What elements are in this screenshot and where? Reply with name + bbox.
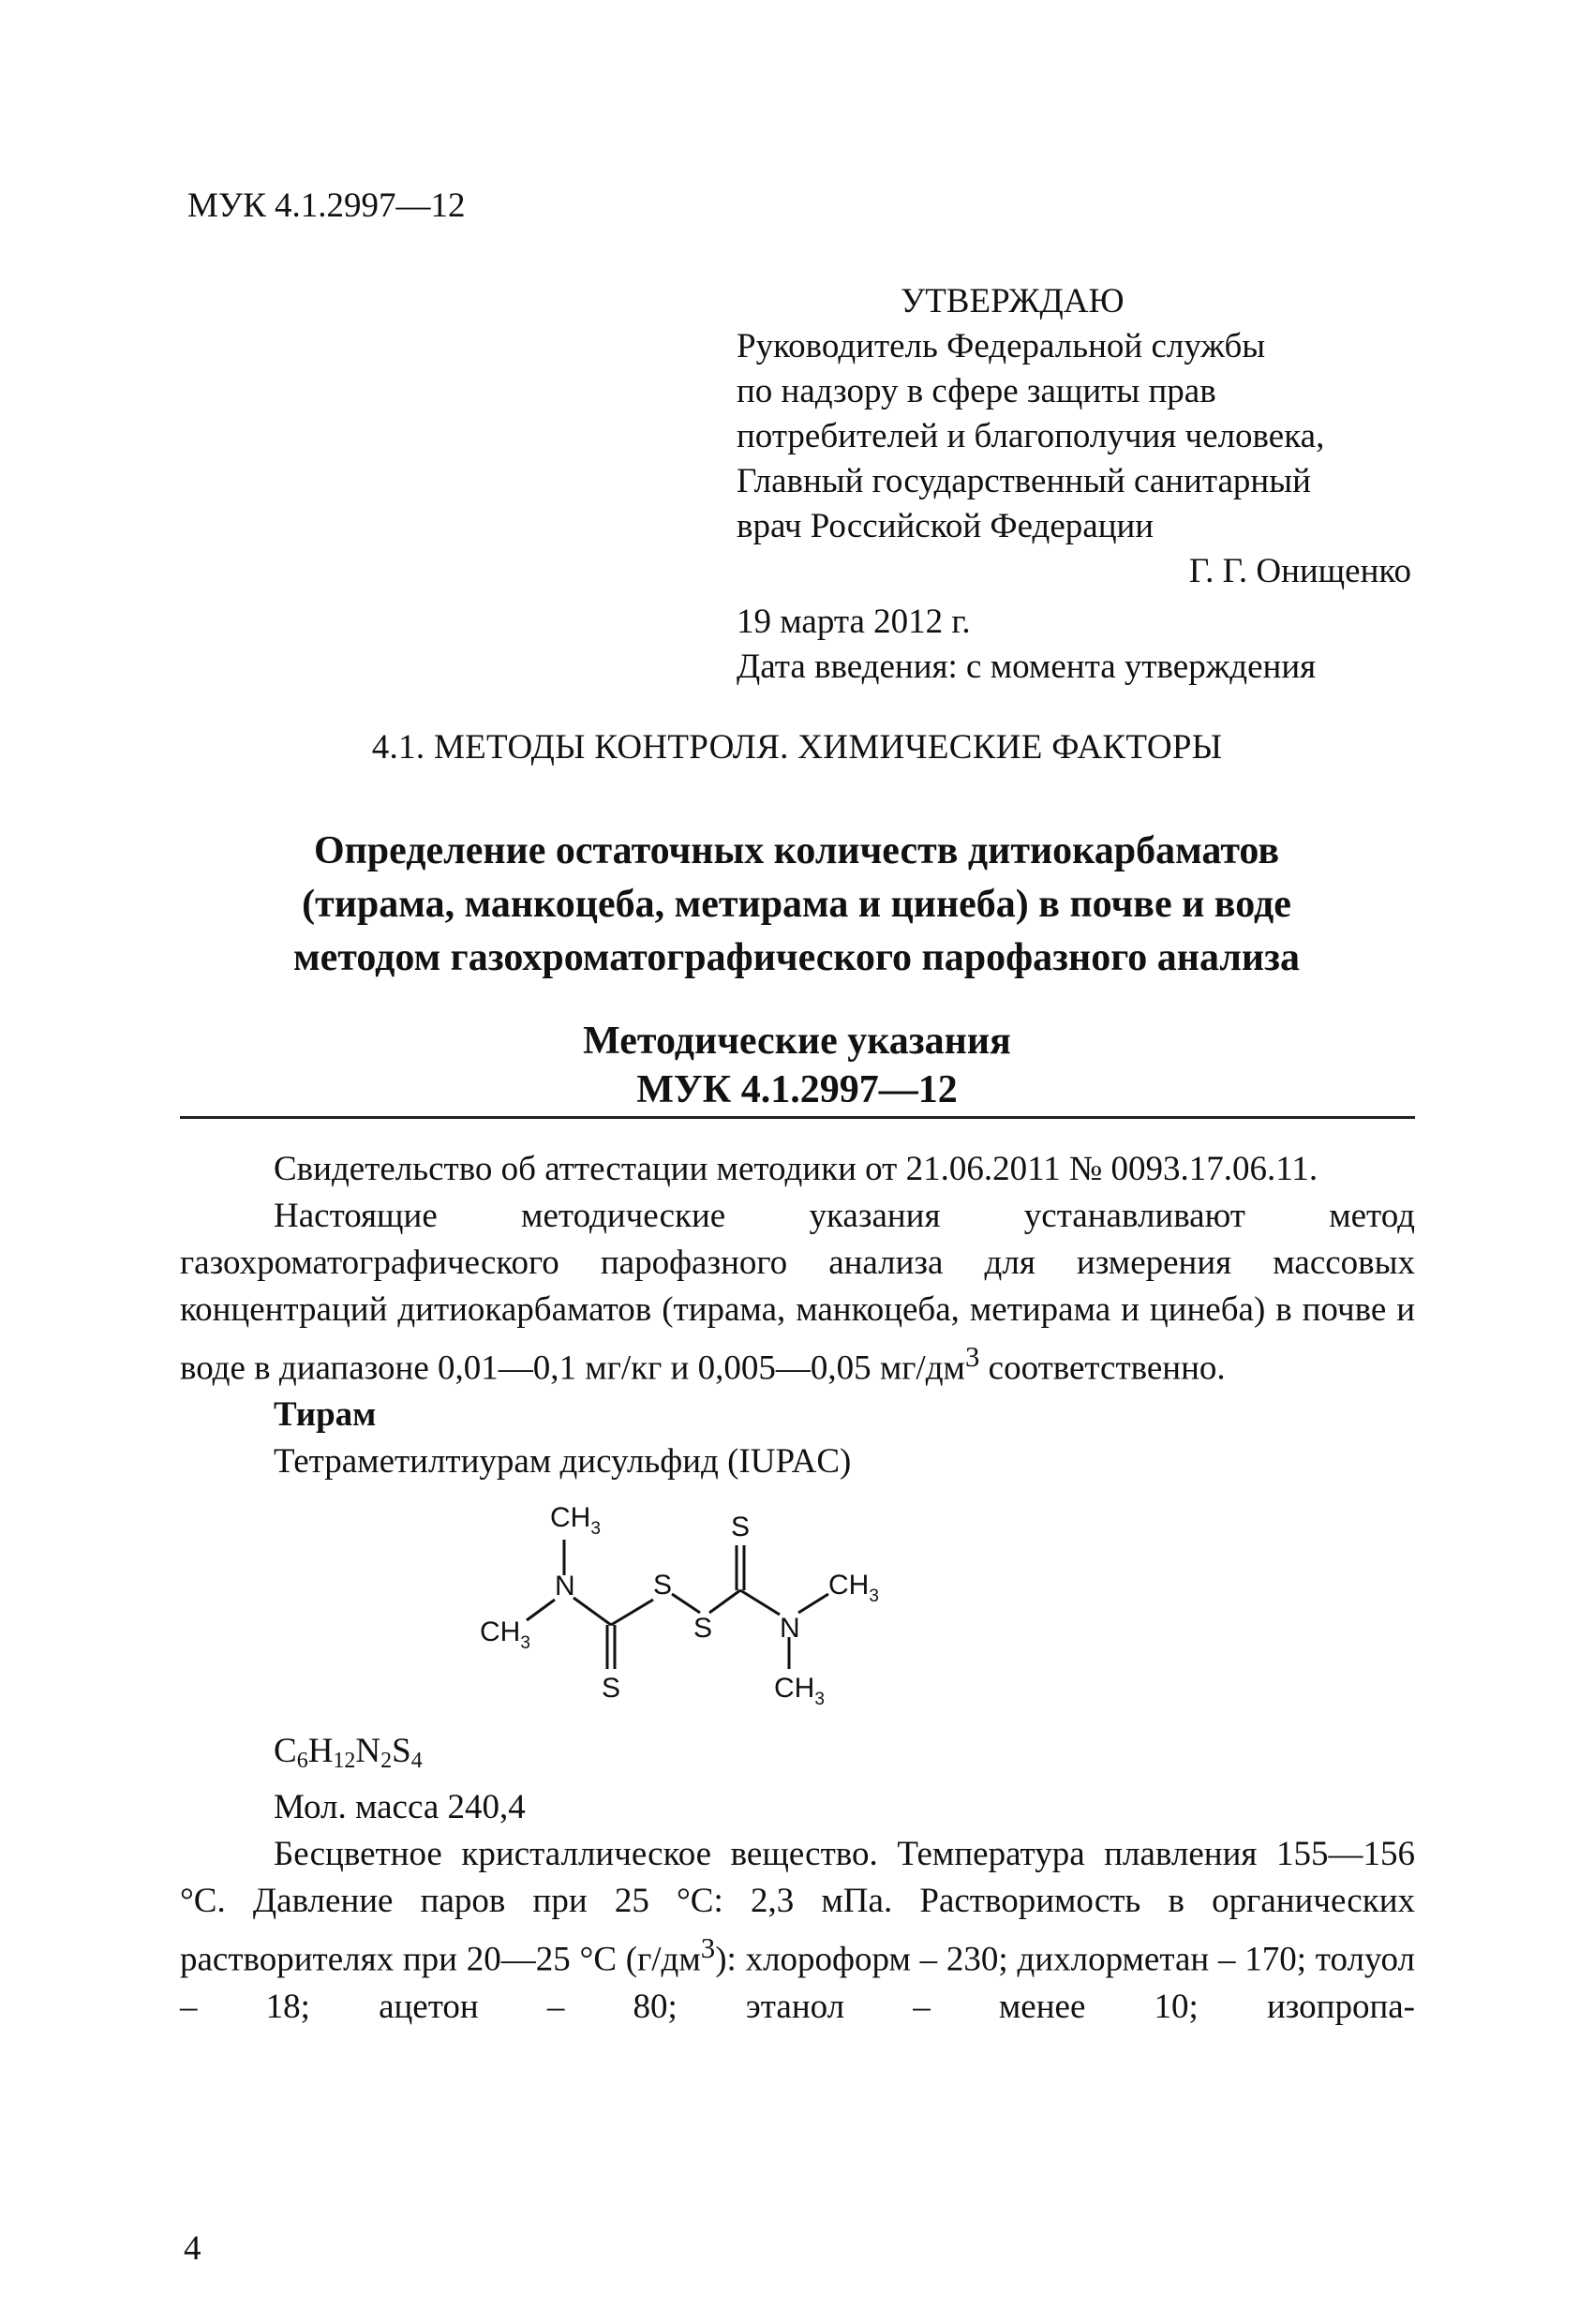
title-divider	[180, 1116, 1415, 1119]
intro-text: Настоящие методические указания устанавливают метод газохроматографического парофазного анализа для измерения массовых концентраций дитиокарбаматов (тирама, манкоцеба, метирама и цинеба) в почве и воде в диапазоне 0,01—0,1 мг/кг и 0,005—0,05 мг/дм	[180, 1197, 1415, 1388]
document-code-header: МУК 4.1.2997—12	[187, 186, 466, 225]
iupac-name: Тетраметилтиурам дисульфид (IUPAC)	[274, 1442, 852, 1482]
bond-n-c-left	[574, 1598, 611, 1625]
label-s-bridge-1: S	[653, 1570, 673, 1601]
intro-superscript: 3	[964, 1341, 980, 1373]
properties-text: Бесцветное кристаллическое вещество. Температура плавления 155—156 °C. Давление паров при 25 °C: 2,3 мПа. Растворимость в органических растворителях при 20—25 °C (г/дм	[180, 1835, 1415, 1979]
approval-block	[737, 279, 1411, 690]
intro-paragraph	[180, 1193, 1415, 1392]
label-n-left: N	[555, 1571, 575, 1602]
approval-line: Руководитель Федеральной службы	[737, 327, 1266, 365]
document-body	[180, 1146, 1415, 2031]
document-kind-code: МУК 4.1.2997—12	[636, 1068, 958, 1111]
document-title	[141, 825, 1452, 985]
section-title: 4.1. МЕТОДЫ КОНТРОЛЯ. ХИМИЧЕСКИЕ ФАКТОРЫ	[371, 728, 1223, 767]
bond-n-ch3-right	[798, 1594, 828, 1613]
label-ch3-left: $CH_3$	[480, 1616, 530, 1654]
approval-date: 19 марта 2012 г.	[737, 603, 971, 641]
thiram-structure-diagram	[461, 1489, 1005, 1719]
approval-signer: Г. Г. Онищенко	[1188, 552, 1411, 590]
bond-n-ch3-left	[527, 1600, 555, 1620]
title-line: методом газохроматографического парофазного анализа	[293, 936, 1300, 979]
properties-text-end: ): хлороформ – 230; дихлорметан – 170; толуол – 18; ацетон – 80; этанол – менее 10; изопропа-	[180, 1940, 1415, 2026]
bond-c-n-right	[740, 1590, 780, 1615]
compound-name: Тирам	[274, 1395, 377, 1435]
approval-line: по надзору в сфере защиты прав	[737, 372, 1216, 410]
bond-s-s	[672, 1594, 700, 1613]
label-ch3-right: $CH_3$	[828, 1570, 879, 1607]
title-line: Определение остаточных количеств дитиокарбаматов	[313, 829, 1280, 872]
page-number: 4	[184, 2229, 201, 2268]
molecular-formula: $C_6H_{12}N_2S_4$	[274, 1732, 423, 1774]
title-line: (тирама, манкоцеба, метирама и цинеба) в почве и воде	[302, 883, 1291, 926]
label-s-bridge-2: S	[693, 1613, 713, 1645]
properties-superscript: 3	[700, 1932, 716, 1965]
properties-paragraph	[180, 1831, 1415, 2030]
intro-text-end: соответственно.	[979, 1348, 1226, 1388]
approval-line: врач Российской Федерации	[737, 507, 1155, 545]
label-s-left-bottom: S	[602, 1673, 621, 1705]
label-n-right: N	[780, 1613, 800, 1645]
approval-line: Главный государственный санитарный	[737, 462, 1311, 500]
approval-heading: УТВЕРЖДАЮ	[901, 282, 1125, 320]
molecular-mass: Мол. масса 240,4	[274, 1788, 526, 1827]
certificate-paragraph: Свидетельство об аттестации методики от 21.06.2011 № 0093.17.06.11.	[274, 1150, 1318, 1188]
label-ch3-top: $CH_3$	[550, 1502, 601, 1540]
document-kind	[0, 1017, 1594, 1114]
approval-line: потребителей и благополучия человека,	[737, 417, 1325, 455]
label-s-right-top: S	[731, 1512, 751, 1543]
bond-s-c-right	[709, 1590, 740, 1613]
bond-c-s-left	[611, 1600, 653, 1625]
document-kind-name: Методические указания	[583, 1020, 1011, 1063]
label-ch3-bottom: $CH_3$	[774, 1673, 825, 1710]
effective-date: Дата введения: с момента утверждения	[737, 648, 1317, 686]
